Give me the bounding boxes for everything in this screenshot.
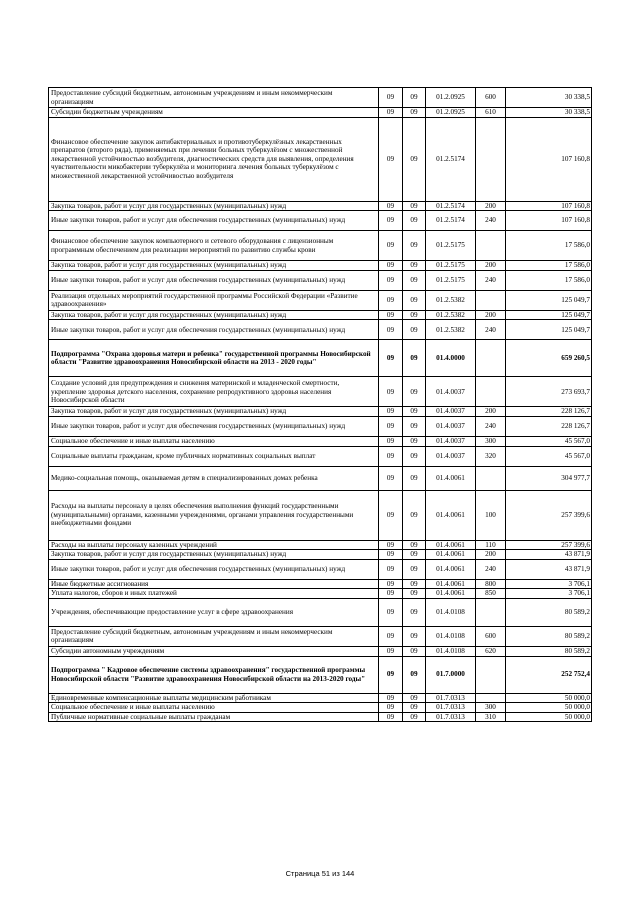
cell-section: 09 bbox=[379, 270, 403, 290]
table-row bbox=[49, 626, 592, 646]
cell-expense-type: 200 bbox=[476, 310, 506, 320]
cell-subsection: 09 bbox=[403, 656, 426, 693]
cell-target-article: 01.4.0037 bbox=[426, 416, 476, 436]
cell-target-article: 01.2.5175 bbox=[426, 231, 476, 261]
cell-expense-type bbox=[476, 693, 506, 703]
cell-amount: 45 567,0 bbox=[506, 446, 592, 466]
cell-expense-type: 200 bbox=[476, 201, 506, 211]
cell-section: 09 bbox=[379, 540, 403, 550]
cell-target-article: 01.4.0037 bbox=[426, 377, 476, 407]
cell-amount: 304 977,7 bbox=[506, 466, 592, 490]
cell-expense-type bbox=[476, 656, 506, 693]
cell-target-article: 01.2.0925 bbox=[426, 88, 476, 108]
cell-name: Закупка товаров, работ и услуг для государственных (муниципальных) нужд bbox=[49, 407, 379, 417]
cell-amount: 43 871,9 bbox=[506, 559, 592, 579]
cell-amount: 107 160,8 bbox=[506, 211, 592, 231]
cell-subsection: 09 bbox=[403, 416, 426, 436]
cell-name: Создание условий для предупреждения и снижения материнской и младенческой смертности, укрепление здоровья детского населения, сохранение репродуктивного здоровья населения Новосибирской области bbox=[49, 377, 379, 407]
cell-expense-type bbox=[476, 466, 506, 490]
cell-target-article: 01.7.0000 bbox=[426, 656, 476, 693]
cell-expense-type: 320 bbox=[476, 446, 506, 466]
cell-amount: 30 338,5 bbox=[506, 108, 592, 118]
cell-name: Иные закупки товаров, работ и услуг для обеспечения государственных (муниципальных) нужд bbox=[49, 211, 379, 231]
cell-name: Подпрограмма " Кадровое обеспечение системы здравоохранения" государственной программы Новосибирской области "Развитие здравоохранения Новосибирской области на 2013-2020 годы" bbox=[49, 656, 379, 693]
table-row bbox=[49, 320, 592, 340]
cell-expense-type bbox=[476, 377, 506, 407]
cell-target-article: 01.4.0108 bbox=[426, 626, 476, 646]
cell-subsection: 09 bbox=[403, 712, 426, 722]
cell-section: 09 bbox=[379, 589, 403, 599]
budget-table-container bbox=[48, 87, 591, 722]
cell-expense-type: 240 bbox=[476, 559, 506, 579]
cell-subsection: 09 bbox=[403, 407, 426, 417]
cell-section: 09 bbox=[379, 703, 403, 713]
cell-name: Иные закупки товаров, работ и услуг для обеспечения государственных (муниципальных) нужд bbox=[49, 559, 379, 579]
cell-subsection: 09 bbox=[403, 466, 426, 490]
cell-amount: 50 000,0 bbox=[506, 703, 592, 713]
cell-section: 09 bbox=[379, 436, 403, 446]
cell-name: Единовременные компенсационные выплаты медицинским работникам bbox=[49, 693, 379, 703]
cell-amount: 3 706,1 bbox=[506, 589, 592, 599]
table-row bbox=[49, 377, 592, 407]
budget-table-body bbox=[49, 88, 592, 722]
cell-amount: 50 000,0 bbox=[506, 693, 592, 703]
cell-subsection: 09 bbox=[403, 201, 426, 211]
cell-expense-type: 600 bbox=[476, 626, 506, 646]
cell-subsection: 09 bbox=[403, 646, 426, 656]
cell-target-article: 01.2.0925 bbox=[426, 108, 476, 118]
table-row bbox=[49, 211, 592, 231]
table-row bbox=[49, 656, 592, 693]
cell-target-article: 01.2.5174 bbox=[426, 211, 476, 231]
cell-name: Закупка товаров, работ и услуг для государственных (муниципальных) нужд bbox=[49, 310, 379, 320]
cell-section: 09 bbox=[379, 261, 403, 271]
cell-section: 09 bbox=[379, 490, 403, 540]
cell-section: 09 bbox=[379, 201, 403, 211]
table-row bbox=[49, 416, 592, 436]
cell-name: Предоставление субсидий бюджетным, автономным учреждениям и иным некоммерческим организациям bbox=[49, 88, 379, 108]
cell-name: Финансовое обеспечение закупок антибактериальных и противотуберкулёзных лекарственных препаратов (второго ряда), применяемых при лечении больных туберкулёзом с множественной лекарственной устойчивостью возбудителя, диагностических средств для выявления, определения чувствительности микобактерии туберкулёза и мониторинга лечения больных туберкулёзом с множественной лекарственной устойчивостью возбудителя bbox=[49, 117, 379, 201]
table-row bbox=[49, 579, 592, 589]
cell-name: Расходы на выплаты персоналу казенных учреждений bbox=[49, 540, 379, 550]
cell-subsection: 09 bbox=[403, 446, 426, 466]
cell-section: 09 bbox=[379, 656, 403, 693]
cell-section: 09 bbox=[379, 550, 403, 560]
cell-name: Социальные выплаты гражданам, кроме публичных нормативных социальных выплат bbox=[49, 446, 379, 466]
page-footer bbox=[0, 869, 640, 878]
page-number: Страница 51 из 144 bbox=[285, 869, 355, 878]
cell-name: Закупка товаров, работ и услуг для государственных (муниципальных) нужд bbox=[49, 550, 379, 560]
cell-amount: 17 586,0 bbox=[506, 261, 592, 271]
cell-subsection: 09 bbox=[403, 598, 426, 626]
cell-section: 09 bbox=[379, 626, 403, 646]
cell-target-article: 01.4.0061 bbox=[426, 466, 476, 490]
cell-target-article: 01.4.0061 bbox=[426, 550, 476, 560]
cell-name: Иные бюджетные ассигнования bbox=[49, 579, 379, 589]
cell-expense-type: 200 bbox=[476, 550, 506, 560]
cell-target-article: 01.7.0313 bbox=[426, 693, 476, 703]
cell-amount: 107 160,8 bbox=[506, 201, 592, 211]
cell-expense-type bbox=[476, 290, 506, 310]
cell-amount: 80 589,2 bbox=[506, 626, 592, 646]
cell-expense-type: 240 bbox=[476, 416, 506, 436]
table-row bbox=[49, 108, 592, 118]
cell-target-article: 01.7.0313 bbox=[426, 703, 476, 713]
cell-target-article: 01.4.0037 bbox=[426, 407, 476, 417]
cell-expense-type: 610 bbox=[476, 108, 506, 118]
cell-expense-type: 310 bbox=[476, 712, 506, 722]
cell-subsection: 09 bbox=[403, 211, 426, 231]
cell-amount: 228 126,7 bbox=[506, 407, 592, 417]
cell-target-article: 01.2.5174 bbox=[426, 117, 476, 201]
cell-name: Иные закупки товаров, работ и услуг для обеспечения государственных (муниципальных) нужд bbox=[49, 320, 379, 340]
cell-subsection: 09 bbox=[403, 108, 426, 118]
table-row bbox=[49, 703, 592, 713]
table-row bbox=[49, 712, 592, 722]
cell-amount: 252 752,4 bbox=[506, 656, 592, 693]
cell-amount: 43 871,9 bbox=[506, 550, 592, 560]
cell-section: 09 bbox=[379, 117, 403, 201]
cell-name: Закупка товаров, работ и услуг для государственных (муниципальных) нужд bbox=[49, 201, 379, 211]
cell-expense-type: 300 bbox=[476, 436, 506, 446]
cell-section: 09 bbox=[379, 377, 403, 407]
cell-subsection: 09 bbox=[403, 436, 426, 446]
cell-amount: 17 586,0 bbox=[506, 270, 592, 290]
cell-amount: 257 399,6 bbox=[506, 490, 592, 540]
cell-amount: 3 706,1 bbox=[506, 579, 592, 589]
cell-target-article: 01.4.0000 bbox=[426, 340, 476, 377]
cell-subsection: 09 bbox=[403, 377, 426, 407]
cell-subsection: 09 bbox=[403, 310, 426, 320]
cell-subsection: 09 bbox=[403, 703, 426, 713]
cell-amount: 30 338,5 bbox=[506, 88, 592, 108]
cell-subsection: 09 bbox=[403, 261, 426, 271]
cell-subsection: 09 bbox=[403, 270, 426, 290]
cell-section: 09 bbox=[379, 646, 403, 656]
cell-expense-type: 110 bbox=[476, 540, 506, 550]
cell-expense-type: 800 bbox=[476, 579, 506, 589]
cell-section: 09 bbox=[379, 211, 403, 231]
cell-expense-type: 850 bbox=[476, 589, 506, 599]
cell-name: Подпрограмма "Охрана здоровья матери и ребенка" государственной программы Новосибирской области "Развитие здравоохранения Новосибирской области на 2013 - 2020 годы" bbox=[49, 340, 379, 377]
table-row bbox=[49, 407, 592, 417]
cell-subsection: 09 bbox=[403, 88, 426, 108]
cell-expense-type: 600 bbox=[476, 88, 506, 108]
cell-name: Медико-социальная помощь, оказываемая детям в специализированных домах ребенка bbox=[49, 466, 379, 490]
cell-section: 09 bbox=[379, 108, 403, 118]
table-row bbox=[49, 88, 592, 108]
cell-target-article: 01.2.5175 bbox=[426, 270, 476, 290]
table-row bbox=[49, 446, 592, 466]
cell-subsection: 09 bbox=[403, 559, 426, 579]
table-row bbox=[49, 436, 592, 446]
cell-target-article: 01.2.5175 bbox=[426, 261, 476, 271]
cell-section: 09 bbox=[379, 310, 403, 320]
cell-target-article: 01.4.0108 bbox=[426, 598, 476, 626]
cell-section: 09 bbox=[379, 579, 403, 589]
cell-section: 09 bbox=[379, 88, 403, 108]
cell-name: Уплата налогов, сборов и иных платежей bbox=[49, 589, 379, 599]
table-row bbox=[49, 117, 592, 201]
table-row bbox=[49, 646, 592, 656]
cell-section: 09 bbox=[379, 231, 403, 261]
cell-section: 09 bbox=[379, 407, 403, 417]
cell-name: Финансовое обеспечение закупок компьютерного и сетевого оборудования с лицензионным программным обеспечением для реализации мероприятий по развитию службы крови bbox=[49, 231, 379, 261]
cell-amount: 257 399,6 bbox=[506, 540, 592, 550]
table-row bbox=[49, 261, 592, 271]
cell-expense-type bbox=[476, 340, 506, 377]
cell-target-article: 01.4.0061 bbox=[426, 490, 476, 540]
table-row bbox=[49, 340, 592, 377]
cell-target-article: 01.2.5382 bbox=[426, 310, 476, 320]
table-row bbox=[49, 589, 592, 599]
table-row bbox=[49, 201, 592, 211]
cell-subsection: 09 bbox=[403, 340, 426, 377]
cell-section: 09 bbox=[379, 693, 403, 703]
table-row bbox=[49, 598, 592, 626]
cell-name: Предоставление субсидий бюджетным, автономным учреждениям и иным некоммерческим организациям bbox=[49, 626, 379, 646]
cell-expense-type bbox=[476, 598, 506, 626]
cell-name: Социальное обеспечение и иные выплаты населению bbox=[49, 436, 379, 446]
cell-amount: 80 589,2 bbox=[506, 598, 592, 626]
cell-subsection: 09 bbox=[403, 550, 426, 560]
cell-subsection: 09 bbox=[403, 320, 426, 340]
cell-amount: 273 693,7 bbox=[506, 377, 592, 407]
cell-subsection: 09 bbox=[403, 290, 426, 310]
cell-expense-type bbox=[476, 231, 506, 261]
cell-name: Иные закупки товаров, работ и услуг для обеспечения государственных (муниципальных) нужд bbox=[49, 270, 379, 290]
table-row bbox=[49, 693, 592, 703]
cell-section: 09 bbox=[379, 598, 403, 626]
cell-name: Иные закупки товаров, работ и услуг для обеспечения государственных (муниципальных) нужд bbox=[49, 416, 379, 436]
cell-section: 09 bbox=[379, 416, 403, 436]
cell-target-article: 01.4.0108 bbox=[426, 646, 476, 656]
cell-amount: 17 586,0 bbox=[506, 231, 592, 261]
cell-section: 09 bbox=[379, 466, 403, 490]
cell-subsection: 09 bbox=[403, 540, 426, 550]
cell-target-article: 01.4.0061 bbox=[426, 589, 476, 599]
cell-amount: 125 049,7 bbox=[506, 290, 592, 310]
cell-expense-type: 200 bbox=[476, 261, 506, 271]
cell-target-article: 01.4.0037 bbox=[426, 436, 476, 446]
cell-amount: 107 160,8 bbox=[506, 117, 592, 201]
table-row bbox=[49, 540, 592, 550]
cell-expense-type: 620 bbox=[476, 646, 506, 656]
cell-expense-type bbox=[476, 117, 506, 201]
cell-section: 09 bbox=[379, 320, 403, 340]
cell-target-article: 01.7.0313 bbox=[426, 712, 476, 722]
cell-name: Закупка товаров, работ и услуг для государственных (муниципальных) нужд bbox=[49, 261, 379, 271]
table-row bbox=[49, 550, 592, 560]
cell-subsection: 09 bbox=[403, 490, 426, 540]
cell-section: 09 bbox=[379, 290, 403, 310]
cell-name: Учреждения, обеспечивающие предоставление услуг в сфере здравоохранения bbox=[49, 598, 379, 626]
cell-expense-type: 100 bbox=[476, 490, 506, 540]
cell-amount: 659 260,5 bbox=[506, 340, 592, 377]
cell-name: Реализация отдельных мероприятий государственной программы Российской Федерации «Развитие здравоохранения» bbox=[49, 290, 379, 310]
cell-name: Субсидии бюджетным учреждениям bbox=[49, 108, 379, 118]
cell-section: 09 bbox=[379, 446, 403, 466]
cell-subsection: 09 bbox=[403, 579, 426, 589]
cell-target-article: 01.2.5382 bbox=[426, 320, 476, 340]
cell-section: 09 bbox=[379, 712, 403, 722]
cell-target-article: 01.2.5382 bbox=[426, 290, 476, 310]
cell-expense-type: 200 bbox=[476, 407, 506, 417]
cell-amount: 80 589,2 bbox=[506, 646, 592, 656]
cell-expense-type: 300 bbox=[476, 703, 506, 713]
budget-table bbox=[48, 87, 592, 722]
table-row bbox=[49, 490, 592, 540]
cell-amount: 50 000,0 bbox=[506, 712, 592, 722]
table-row bbox=[49, 231, 592, 261]
table-row bbox=[49, 290, 592, 310]
cell-name: Публичные нормативные социальные выплаты гражданам bbox=[49, 712, 379, 722]
table-row bbox=[49, 466, 592, 490]
cell-subsection: 09 bbox=[403, 231, 426, 261]
cell-amount: 45 567,0 bbox=[506, 436, 592, 446]
table-row bbox=[49, 559, 592, 579]
cell-section: 09 bbox=[379, 340, 403, 377]
cell-name: Расходы на выплаты персоналу в целях обеспечения выполнения функций государственными (муниципальными) органами, казенными учреждениями, органами управления государственными внебюджетными фондами bbox=[49, 490, 379, 540]
cell-subsection: 09 bbox=[403, 117, 426, 201]
table-row bbox=[49, 270, 592, 290]
cell-expense-type: 240 bbox=[476, 320, 506, 340]
cell-amount: 228 126,7 bbox=[506, 416, 592, 436]
cell-expense-type: 240 bbox=[476, 270, 506, 290]
cell-target-article: 01.4.0061 bbox=[426, 559, 476, 579]
cell-subsection: 09 bbox=[403, 589, 426, 599]
cell-target-article: 01.4.0061 bbox=[426, 540, 476, 550]
cell-target-article: 01.4.0037 bbox=[426, 446, 476, 466]
cell-expense-type: 240 bbox=[476, 211, 506, 231]
cell-target-article: 01.2.5174 bbox=[426, 201, 476, 211]
cell-name: Субсидии автономным учреждениям bbox=[49, 646, 379, 656]
cell-subsection: 09 bbox=[403, 626, 426, 646]
cell-name: Социальное обеспечение и иные выплаты населению bbox=[49, 703, 379, 713]
cell-subsection: 09 bbox=[403, 693, 426, 703]
cell-amount: 125 049,7 bbox=[506, 310, 592, 320]
cell-target-article: 01.4.0061 bbox=[426, 579, 476, 589]
cell-section: 09 bbox=[379, 559, 403, 579]
table-row bbox=[49, 310, 592, 320]
cell-amount: 125 049,7 bbox=[506, 320, 592, 340]
